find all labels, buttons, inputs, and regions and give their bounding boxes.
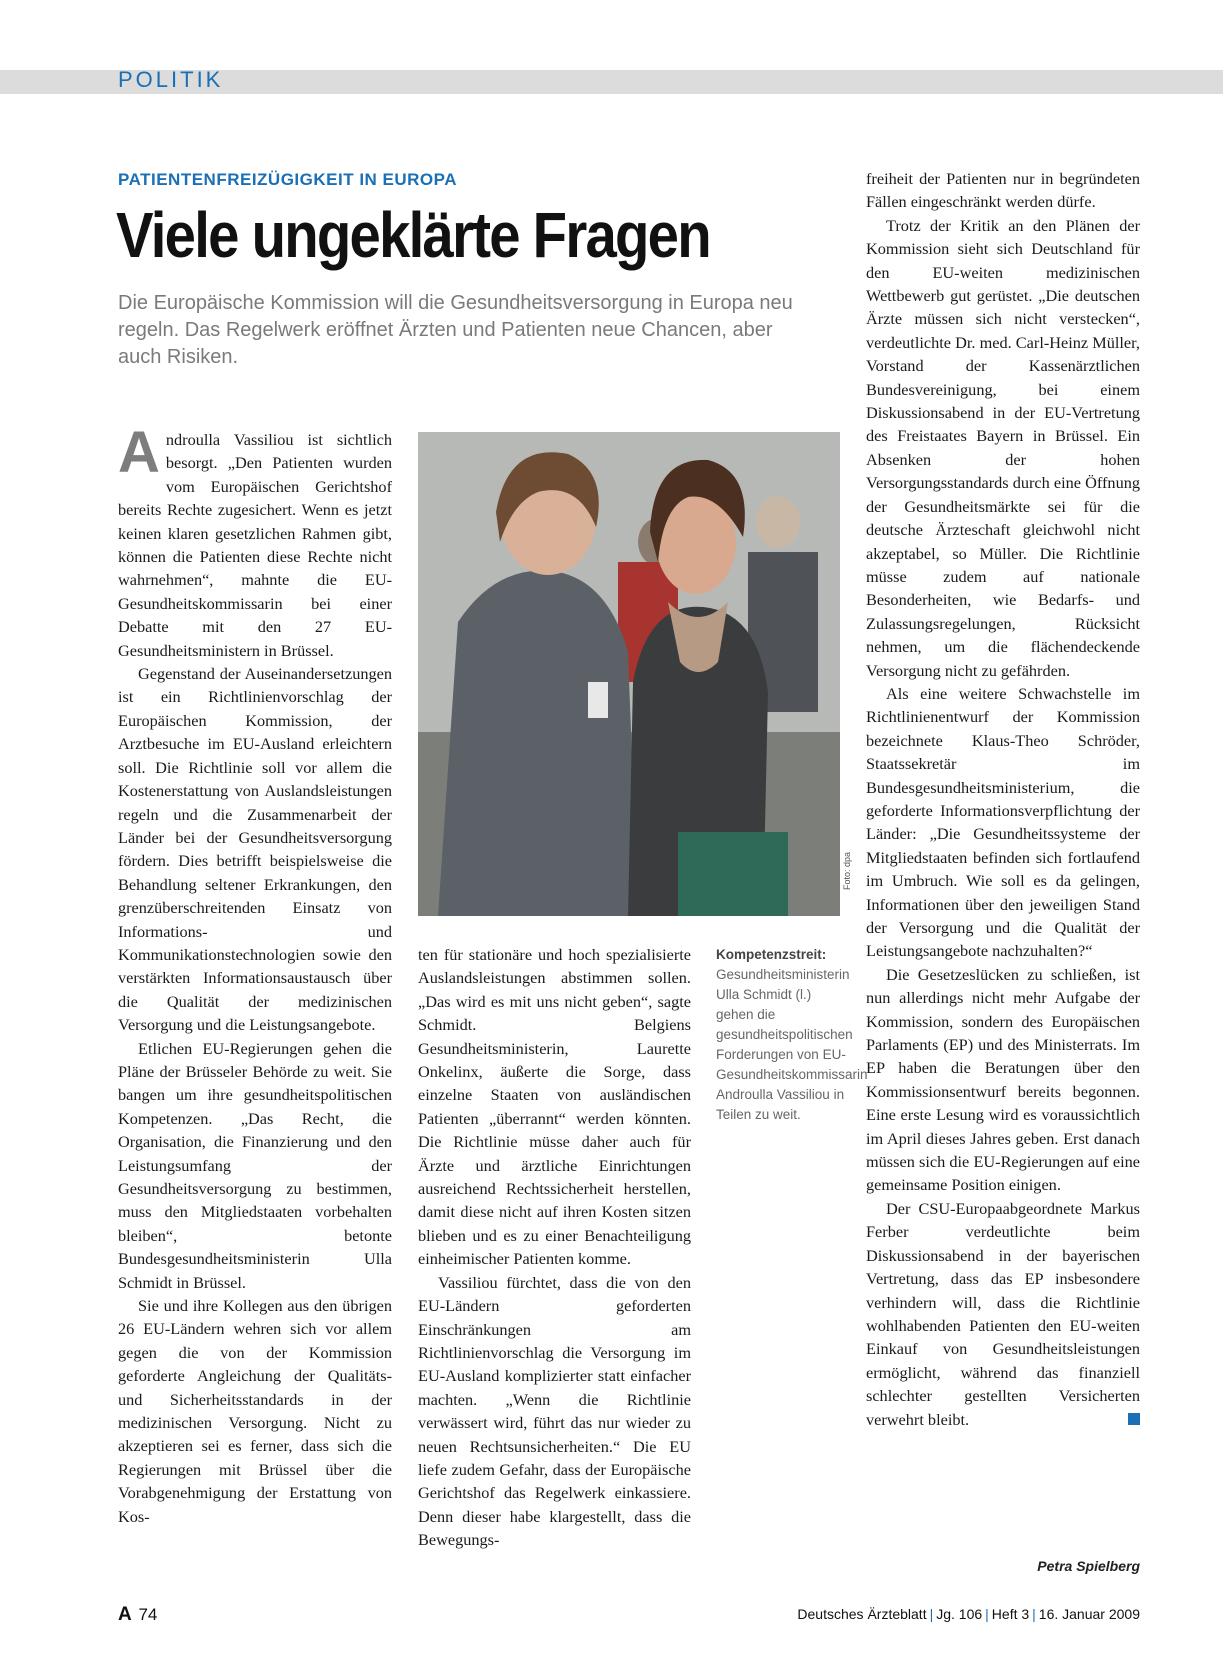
- paragraph: Etlichen EU-Regierungen gehen die Pläne der Brüsseler Behörde zu weit. Sie bangen um ihre gesundheitspolitischen Kompetenzen. „Das Recht, die Organisation, die Finanzierung und den Leistungsumfang der Gesundheitsversorgung zu bestimmen, muss den Mitgliedstaaten vorbehalten bleiben“, betonte Bundesgesundheitsministerin Ulla Schmidt in Brüssel.: [118, 1038, 392, 1292]
- caption-title: Kompetenzstreit:: [716, 947, 827, 962]
- paragraph: Trotz der Kritik an den Plänen der Kommission sieht sich Deutschland für den EU-weiten medizinischen Wettbewerb gut gerüstet. „Die deutschen Ärzte müssen sich nicht verstecken“, verdeutlichte Dr. med. Carl-Heinz Müller, Vorstand der Kassenärztlichen Bundesvereinigung, bei einem Diskussionsabend in der EU-Vertretung des Freistaates Bayern in Brüssel. Ein Absenken der hohen Versorgungsstandards durch eine Öffnung der Gesundheitsmärkte sei für die deutsche Ärzteschaft gleichwohl nicht akzeptabel, so Müller. Die Richtlinie müsse zudem auf nationale Besonderheiten, wie Bedarfs- und Zulassungsregelungen, Rücksicht nehmen, um die flächendeckende Versorgung nicht zu gefährden.: [866, 215, 1140, 680]
- publication-name: Deutsches Ärzteblatt: [797, 1606, 927, 1622]
- volume: Jg. 106: [936, 1606, 983, 1622]
- photo-caption: [716, 945, 868, 1125]
- paragraph: Der CSU-Europaabgeordnete Markus Ferber verdeutlichte beim Diskussionsabend in der bayerischen Vertretung, dass das EP insbesondere verhindern will, dass die Richtlinie wohlhabenden Patienten den EU-weiten Einkauf von Gesundheitsleistungen ermöglicht, während das finanziell schlechter gestellten Versicherten verwehrt bleibt.: [866, 1198, 1140, 1429]
- issue: Heft 3: [991, 1606, 1030, 1622]
- date: 16. Januar 2009: [1038, 1606, 1140, 1622]
- page-prefix: A: [118, 1604, 132, 1625]
- paragraph: Die Gesetzeslücken zu schließen, ist nun allerdings nicht mehr Aufgabe der Kommission, sondern des Europäischen Parlaments (EP) und des Ministerrats. Im EP haben die Beratungen über den Kommissionsentwurf bereits begonnen. Eine erste Lesung wird es voraussichtlich im April dieses Jahres geben. Erst danach müssen sich die EU-Regierungen auf eine gemeinsame Position einigen.: [866, 964, 1140, 1195]
- paragraph: Androulla Vassiliou ist sichtlich besorgt. „Den Patienten wurden vom Europäischen Gerichtshof bereits Rechte zugesichert. Wenn es jetzt keinen klaren gesetzlichen Rahmen gibt, können die Patienten diese Rechte nicht wahrnehmen“, mahnte die EU-Gesundheitskommissarin bei einer Debatte mit den 27 EU-Gesundheitsministern in Brüssel.: [118, 420, 392, 660]
- paragraph: Vassiliou fürchtet, dass die von den EU-Ländern geforderten Einschränkungen am Richtlinienvorschlag die Versorgung im EU-Ausland komplizierter statt einfacher machten. „Wenn die Richtlinie verwässert wird, führt das nur wieder zu neuen Rechtsunsicherheiten.“ Die EU liefe zudem Gefahr, dass der Europäische Gerichtshof das Regelwerk einkassiere. Denn dieser habe klargestellt, dass die Bewegungs-: [418, 1272, 691, 1550]
- article-lead: Die Europäische Kommission will die Gesundheitsversorgung in Europa neu regeln. Das Regelwerk eröffnet Ärzten und Patienten neue Chancen, aber auch Risiken.: [118, 292, 793, 368]
- paragraph: Als eine weitere Schwachstelle im Richtlinienentwurf der Kommission bezeichnete Klaus-Theo Schröder, Staatssekretär im Bundesgesundheitsministerium, die geforderte Informationsverpflichtung der Länder: „Die Gesundheitssysteme der Mitgliedstaaten befinden sich fortlaufend im Umbruch. Wie soll es da gelingen, Informationen über den jeweiligen Stand der Versorgung und die Qualität der Leistungsangebote nachzuhalten?“: [866, 683, 1140, 961]
- caption-text: Gesundheitsministerin Ulla Schmidt (l.) gehen die gesundheitspolitischen Forderungen von EU-Gesundheitskommissarin Androulla Vassiliou in Teilen zu weit.: [716, 967, 868, 1122]
- footer-separator: |: [985, 1606, 989, 1622]
- text-column-1: [118, 420, 392, 1528]
- paragraph: freiheit der Patienten nur in begründeten Fällen eingeschränkt werden dürfe.: [866, 169, 1140, 212]
- article-headline: Viele ungeklärte Fragen: [116, 199, 710, 271]
- section-label: POLITIK: [118, 67, 224, 92]
- paragraph: Sie und ihre Kollegen aus den übrigen 26 EU-Ländern wehren sich vor allem gegen die von der Kommission geforderte Angleichung der Qualitäts- und Sicherheitsstandards in der medizinischen Versorgung. Nicht zu akzeptieren sei es ferner, dass sich die Regierungen mit Brüssel über die Vorabgenehmigung der Erstattung von Kos-: [118, 1296, 392, 1526]
- publication-footer: [700, 1606, 1140, 1622]
- drop-cap: A: [118, 420, 160, 485]
- article-photo: [418, 432, 840, 916]
- author-byline: Petra Spielberg: [1037, 1558, 1140, 1574]
- article-kicker: PATIENTENFREIZÜGIGKEIT IN EUROPA: [118, 170, 458, 189]
- paragraph: ten für stationäre und hoch spezialisierte Auslandsleistungen abstimmen sollen. „Das wird es mit uns nicht geben“, sagte Schmidt. Belgiens Gesundheitsministerin, Laurette Onkelinx, äußerte die Sorge, dass einzelne Staaten von ausländischen Patienten „überrannt“ werden könnten. Die Richtlinie müsse daher auch für Ärzte und ärztliche Einrichtungen ausreichend Rechtssicherheit herstellen, damit diese nicht auf ihren Kosten sitzen blieben und es zu einer Benachteiligung einheimischer Patienten komme.: [418, 945, 691, 1269]
- text-column-2: [418, 943, 691, 1552]
- photo-credit: Foto: dpa: [842, 851, 852, 890]
- footer-separator: |: [1032, 1606, 1036, 1622]
- footer-separator: |: [929, 1606, 934, 1622]
- end-mark-icon: [1128, 1413, 1140, 1425]
- paragraph: Gegenstand der Auseinandersetzungen ist ein Richtlinienvorschlag der Europäischen Kommission, der Arztbesuche im EU-Ausland erleichtern soll. Die Richtlinie soll vor allem die Kostenerstattung von Auslandsleistungen regeln und die Zusammenarbeit der Länder bei der Gesundheitsversorgung fördern. Dies betrifft beispielsweise die Behandlung seltener Erkrankungen, den grenzüberschreitenden Einsatz von Informations- und Kommunikationstechnologien sowie den verstärkten Informationsaustausch über die Qualität der medizinischen Versorgung und die Leistungsangebote.: [118, 664, 392, 1035]
- photo-illustration: [418, 432, 840, 916]
- page-number: A 74: [118, 1604, 158, 1625]
- text-column-3: [866, 167, 1140, 1431]
